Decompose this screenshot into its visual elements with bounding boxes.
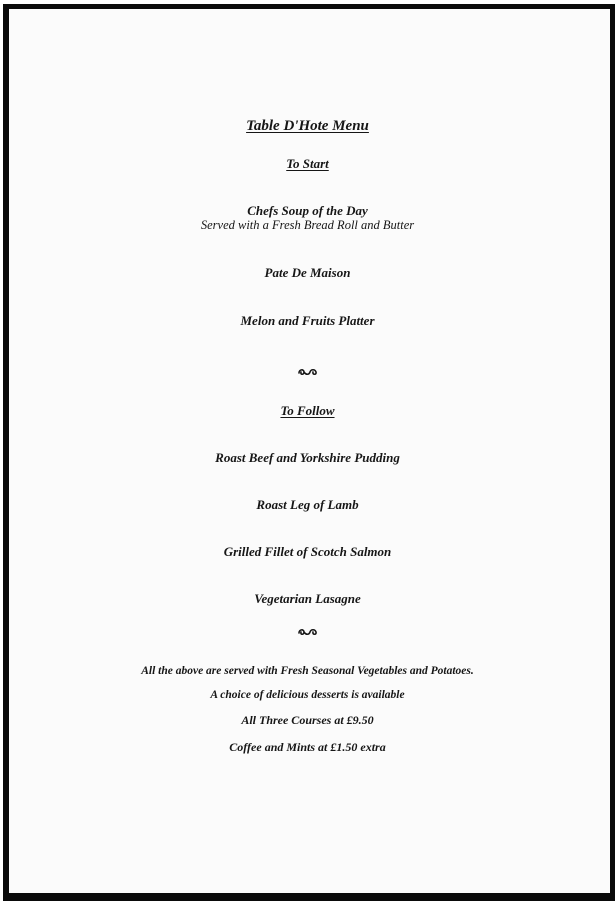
dish-salmon: Grilled Fillet of Scotch Salmon — [223, 544, 392, 559]
dish-lasagne: Vegetarian Lasagne — [254, 591, 361, 606]
footer-coffee: Coffee and Mints at £1.50 extra — [229, 740, 386, 754]
dish-roast-beef: Roast Beef and Yorkshire Pudding — [215, 450, 400, 465]
dish-roast-lamb: Roast Leg of Lamb — [256, 497, 359, 512]
dish-pate: Pate De Maison — [264, 265, 351, 280]
menu-title: Table D'Hote Menu — [246, 118, 369, 134]
dish-soup-name: Chefs Soup of the Day — [247, 203, 368, 218]
scroll-flourish-icon — [297, 627, 319, 637]
section-heading-to-follow: To Follow — [280, 403, 335, 418]
footer-served-with: All the above are served with Fresh Seasonal Vegetables and Potatoes. — [141, 665, 474, 677]
dish-soup-description: Served with a Fresh Bread Roll and Butter — [200, 218, 415, 232]
scroll-flourish-icon — [297, 367, 319, 377]
dish-melon: Melon and Fruits Platter — [240, 313, 375, 328]
footer-price: All Three Courses at £9.50 — [241, 713, 374, 727]
footer-desserts: A choice of delicious desserts is available — [210, 689, 405, 701]
section-heading-to-start: To Start — [286, 156, 329, 171]
